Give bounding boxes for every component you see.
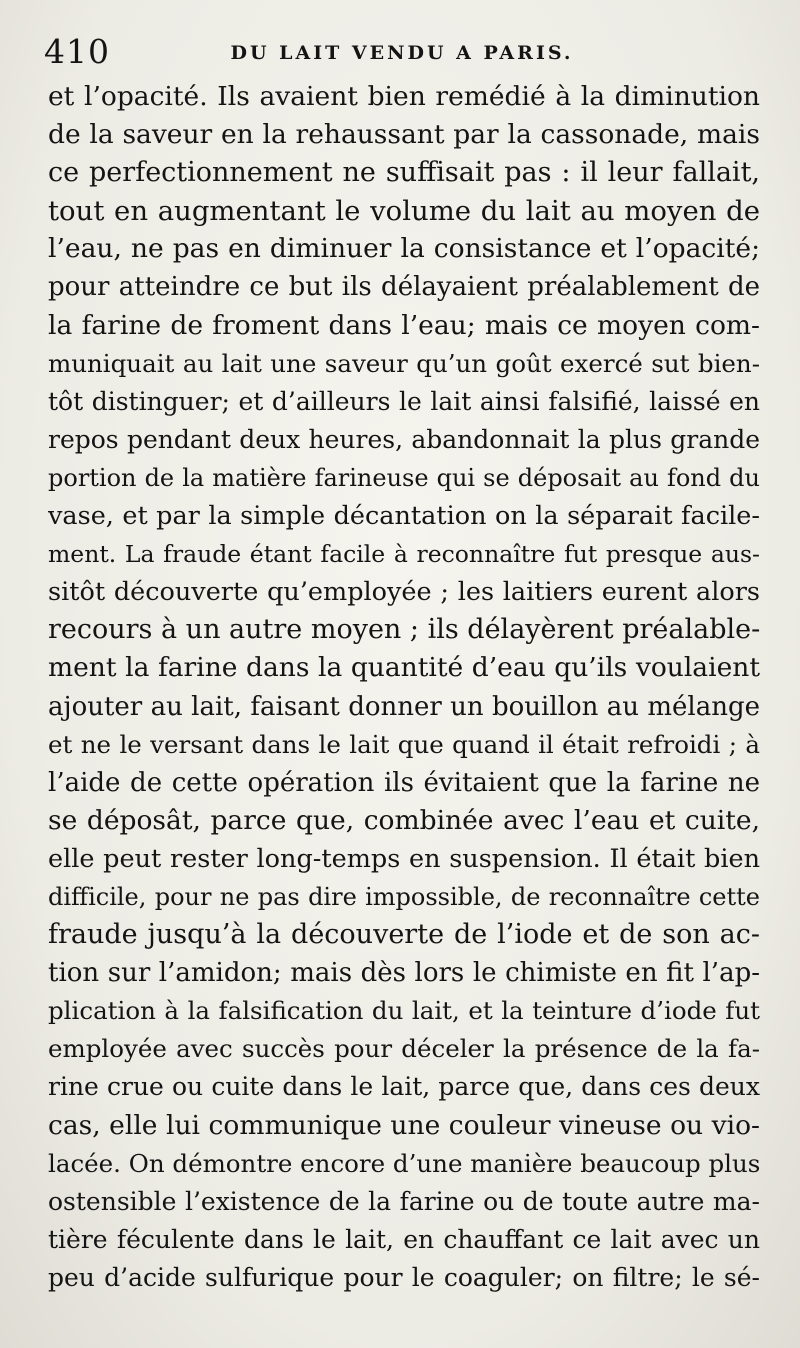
text-line: repos pendant deux heures, abandonnait la plus grande bbox=[48, 424, 760, 454]
text-line: employée avec succès pour déceler la présence de la fa- bbox=[48, 1034, 760, 1064]
text-line: elle peut rester long-temps en suspension. Il était bien bbox=[48, 843, 760, 874]
text-line: ajouter au lait, faisant donner un bouillon au mélange bbox=[48, 691, 760, 722]
text-line: difficile, pour ne pas dire impossible, de reconnaître cette bbox=[48, 882, 760, 911]
text-line: ment la farine dans la quantité d’eau qu’ils voulaient bbox=[48, 652, 760, 684]
text-line: l’eau, ne pas en diminuer la consistance et l’opacité; bbox=[48, 233, 760, 265]
text-line: et l’opacité. Ils avaient bien remédié à la diminution bbox=[48, 81, 760, 112]
text-line: tière féculente dans le lait, en chauffant ce lait avec un bbox=[48, 1224, 760, 1254]
running-head: DU LAIT VENDU A PARIS. bbox=[230, 42, 574, 64]
text-line: recours à un autre moyen ; ils délayèrent préalable- bbox=[48, 614, 760, 646]
text-line: muniquait au lait une saveur qu’un goût exercé sut bien- bbox=[48, 348, 760, 378]
text-line: peu d’acide sulfurique pour le coaguler; on filtre; le sé- bbox=[48, 1262, 760, 1292]
text-line: portion de la matière farineuse qui se déposait au fond du bbox=[48, 463, 760, 492]
text-line: vase, et par la simple décantation on la séparait facile- bbox=[48, 501, 760, 532]
text-line: ment. La fraude étant facile à reconnaître fut presque aus- bbox=[48, 540, 760, 569]
text-line: tout en augmentant le volume du lait au moyen de bbox=[48, 195, 760, 228]
text-line: sitôt découverte qu’employée ; les laitiers eurent alors bbox=[48, 577, 760, 608]
text-line: tion sur l’amidon; mais dès lors le chimiste en fit l’ap- bbox=[48, 958, 760, 989]
text-line: cas, elle lui communique une couleur vineuse ou vio- bbox=[48, 1109, 760, 1141]
page-header bbox=[44, 32, 760, 72]
text-line: pour atteindre ce but ils délayaient préalablement de bbox=[48, 272, 760, 303]
text-line: de la saveur en la rehaussant par la cassonade, mais bbox=[48, 119, 760, 151]
text-line: plication à la falsification du lait, et la teinture d’iode fut bbox=[48, 996, 760, 1026]
text-line: fraude jusqu’à la découverte de l’iode et de son ac- bbox=[48, 919, 760, 951]
text-line: se déposât, parce que, combinée avec l’eau et cuite, bbox=[48, 804, 760, 836]
text-line: et ne le versant dans le lait que quand il était refroidi ; à bbox=[48, 729, 760, 759]
page-number: 410 bbox=[44, 32, 110, 71]
text-line: l’aide de cette opération ils évitaient que la farine ne bbox=[48, 767, 760, 798]
text-line: ce perfectionnement ne suffisait pas : il leur fallait, bbox=[48, 157, 760, 189]
text-line: rine crue ou cuite dans le lait, parce que, dans ces deux bbox=[48, 1072, 760, 1102]
body-text bbox=[48, 78, 760, 1297]
text-line: lacée. On démontre encore d’une manière beaucoup plus bbox=[48, 1148, 760, 1178]
text-line: ostensible l’existence de la farine ou de toute autre ma- bbox=[48, 1186, 760, 1216]
text-line: tôt distinguer; et d’ailleurs le lait ainsi falsifié, laissé en bbox=[48, 386, 760, 416]
text-line: la farine de froment dans l’eau; mais ce moyen com- bbox=[48, 309, 760, 341]
